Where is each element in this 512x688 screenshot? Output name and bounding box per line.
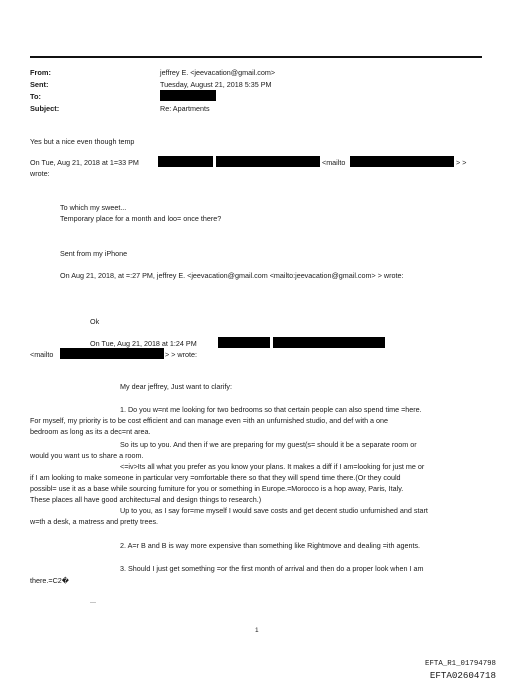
quote2-on: On Aug 21, 2018, at =:27 PM, jeffrey E. <jeevacation@gmail.com <mailto:jeevacation@gmail.com> > wrote: — [60, 271, 404, 280]
quote3-ok: Ok — [90, 317, 100, 326]
greeting: My dear jeffrey, Just want to clarify: — [120, 382, 232, 391]
para1-line1: 1. Do you w=nt me looking for two bedrooms so that certain people can also spend time =here. — [120, 405, 422, 414]
page-number: 1 — [255, 627, 259, 634]
quote3-wrote: > > wrote: — [165, 350, 197, 359]
redaction-q3-b — [273, 337, 385, 348]
redaction-q3-c — [60, 348, 164, 359]
ellipsis: ... — [90, 596, 96, 605]
subject-label: Subject: — [30, 104, 60, 113]
quote3-mailto: <mailto — [30, 350, 54, 359]
reply-line: Yes but a nice even though temp — [30, 137, 135, 146]
para3-line2: if I am looking to make someone in particular very =omfortable there so that they will spend time there.(Or they could — [30, 473, 401, 482]
redaction-q1-c — [350, 156, 454, 167]
quote1-on: On Tue, Aug 21, 2018 at 1=33 PM — [30, 158, 139, 167]
quote1-mailto: <mailto — [322, 158, 346, 167]
header-rule — [30, 56, 482, 58]
para1-line3: bedroom as long as its a dec=nt area. — [30, 427, 151, 436]
sent-value: Tuesday, August 21, 2018 5:35 PM — [160, 80, 272, 89]
para3-line4: These places all have good architectu=al and design things to research.) — [30, 495, 262, 504]
para3-line1: <=iv>Its all what you prefer as you know your plans. It makes a diff if I am=looking for just me or — [120, 462, 425, 471]
quote2-line1: To which my sweet... — [60, 203, 127, 212]
redaction-to — [160, 90, 216, 101]
footer-id-1: EFTA_R1_01794798 — [425, 660, 496, 668]
from-label: From: — [30, 68, 51, 77]
sent-label: Sent: — [30, 80, 49, 89]
para1-line2: For myself, my priority is to be cost efficient and can manage even =ith an unfurnished studio, and def with a one — [30, 416, 389, 425]
footer-id-2: EFTA02604718 — [429, 670, 496, 681]
redaction-q1-a — [158, 156, 213, 167]
to-label: To: — [30, 92, 41, 101]
para5: 2. A=r B and B is way more expensive than something like Rightmove and dealing =ith agents. — [120, 541, 421, 550]
quote1-end: > > — [456, 158, 467, 167]
redaction-q1-b — [216, 156, 320, 167]
subject-value: Re: Apartments — [160, 104, 210, 113]
para6-line2: there.=C2� — [30, 576, 70, 585]
quote2-sent: Sent from my iPhone — [60, 249, 128, 258]
para2-line2: would you want us to share a room. — [30, 451, 144, 460]
para6-line1: 3. Should I just get something =or the first month of arrival and then do a proper look when I am — [120, 564, 424, 573]
para2-line1: So its up to you. And then if we are preparing for my guest(s= should it be a separate room or — [120, 440, 417, 449]
redaction-q3-a — [218, 337, 270, 348]
para4-line1: Up to you, as I say for=me myself I would save costs and get decent studio unfurnished and start — [120, 506, 428, 515]
para3-line3: possibl= use it as a base while sourcing furniture for you or something in Europe.=Morocco is a hop away, Paris, Italy. — [30, 484, 404, 493]
quote1-wrote: wrote: — [30, 169, 50, 178]
para4-line2: w=th a desk, a matress and pretty trees. — [30, 517, 159, 526]
quote2-line2: Temporary place for a month and loo= once there? — [60, 214, 222, 223]
quote3-on: On Tue, Aug 21, 2018 at 1:24 PM — [90, 339, 197, 348]
from-value: jeffrey E. <jeevacation@gmail.com> — [160, 68, 276, 77]
